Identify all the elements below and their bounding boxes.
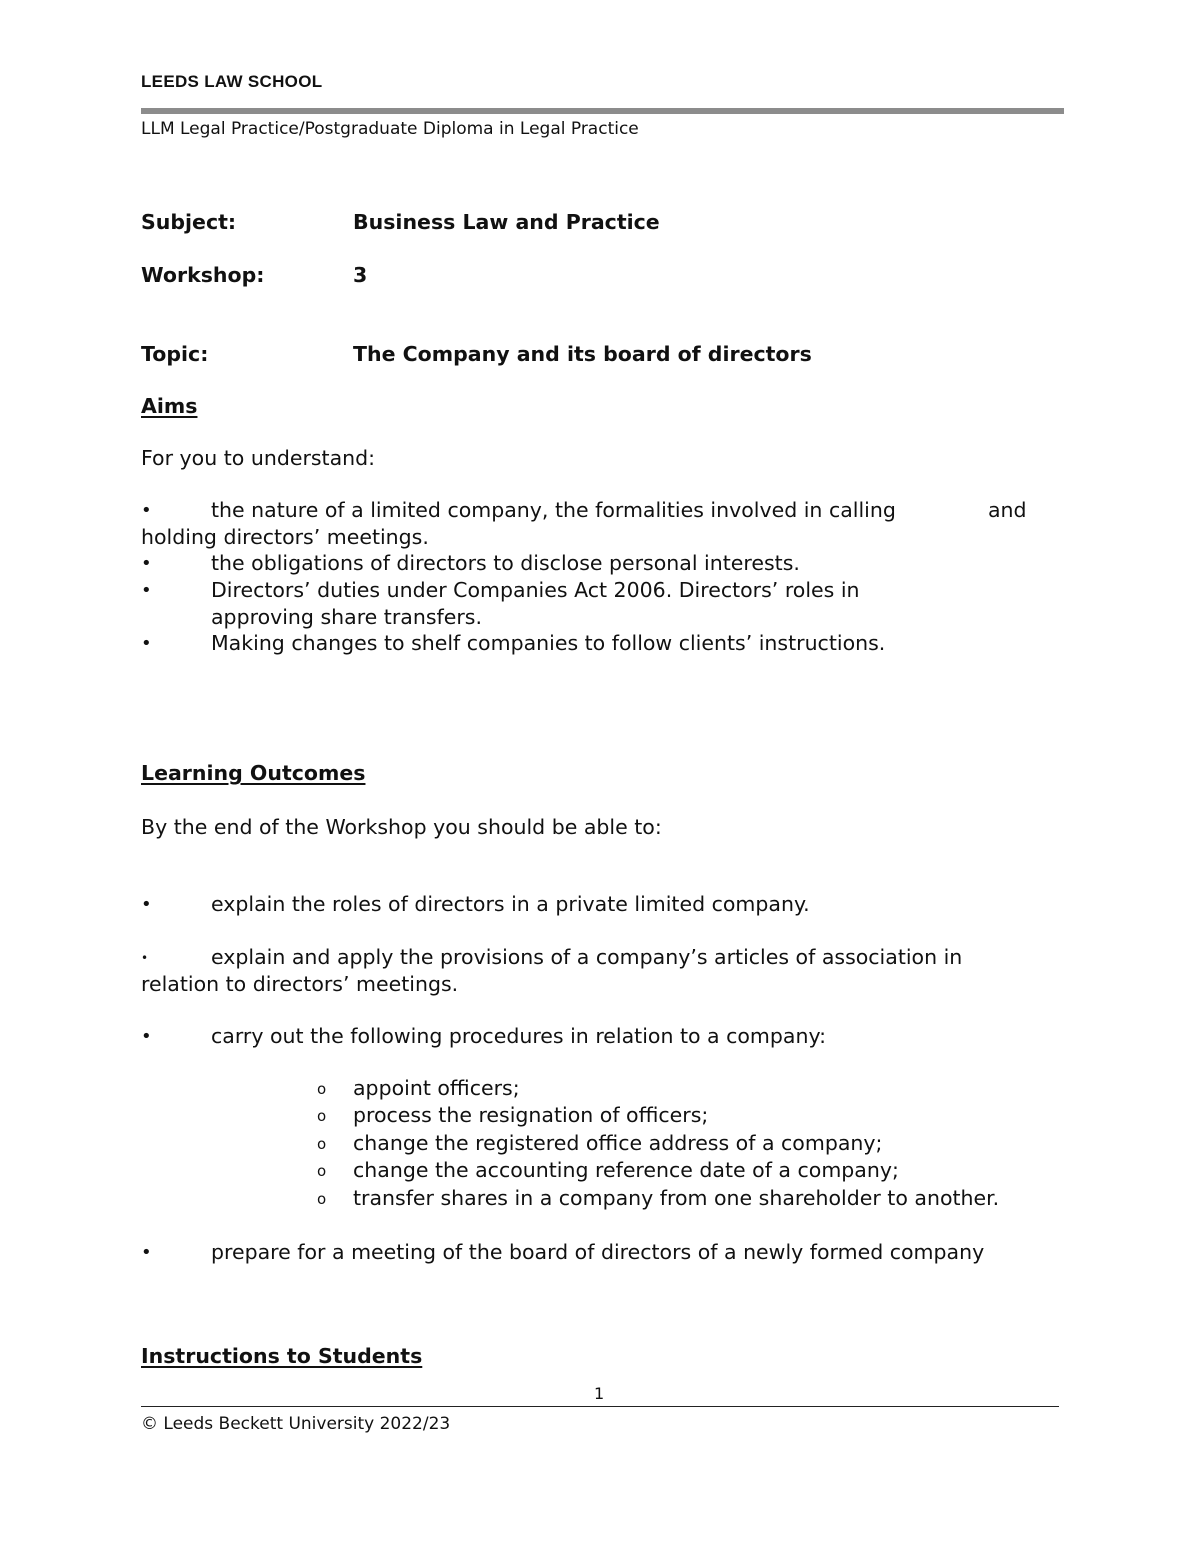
bullet-icon: •: [141, 894, 152, 915]
subject-value: Business Law and Practice: [353, 210, 660, 234]
aims-item-trailing-word: and: [988, 498, 1027, 522]
aims-heading: Aims: [141, 394, 198, 418]
sub-bullet-icon: o: [317, 1080, 327, 1098]
bullet-icon: •: [141, 1242, 152, 1263]
outcome-item-text: explain and apply the provisions of a company’s articles of association in: [211, 945, 963, 969]
aims-item-text: the nature of a limited company, the formalities involved in calling: [211, 498, 896, 522]
bullet-icon: •: [141, 553, 152, 574]
aims-item-text: Making changes to shelf companies to follow clients’ instructions.: [211, 631, 886, 655]
outcome-sub-item: process the resignation of officers;: [353, 1103, 709, 1127]
school-name: LEEDS LAW SCHOOL: [141, 72, 323, 91]
instructions-heading: Instructions to Students: [141, 1344, 423, 1368]
sub-bullet-icon: o: [317, 1107, 327, 1125]
bullet-icon: •: [141, 951, 149, 965]
outcome-sub-item: change the accounting reference date of a company;: [353, 1158, 899, 1182]
copyright-notice: © Leeds Beckett University 2022/23: [141, 1414, 451, 1434]
subject-label: Subject:: [141, 210, 237, 234]
outcome-sub-item: appoint officers;: [353, 1076, 520, 1100]
outcomes-heading: Learning Outcomes: [141, 761, 366, 785]
outcome-item-text: explain the roles of directors in a private limited company.: [211, 892, 810, 916]
aims-intro: For you to understand:: [141, 446, 376, 470]
aims-item-text: Directors’ duties under Companies Act 2006. Directors’ roles in: [211, 578, 860, 602]
workshop-label: Workshop:: [141, 263, 265, 287]
page-number: 1: [594, 1384, 605, 1403]
sub-bullet-icon: o: [317, 1162, 327, 1180]
header-divider: [141, 108, 1064, 114]
workshop-value: 3: [353, 263, 368, 287]
outcome-item-continuation: relation to directors’ meetings.: [141, 972, 459, 996]
sub-bullet-icon: o: [317, 1190, 327, 1208]
outcome-sub-item: change the registered office address of a company;: [353, 1131, 883, 1155]
bullet-icon: •: [141, 1026, 152, 1047]
outcomes-intro: By the end of the Workshop you should be able to:: [141, 815, 662, 839]
bullet-icon: •: [141, 633, 152, 654]
bullet-icon: •: [141, 500, 152, 521]
aims-item-text: the obligations of directors to disclose personal interests.: [211, 551, 800, 575]
topic-value: The Company and its board of directors: [353, 342, 812, 366]
footer-divider: [141, 1406, 1059, 1407]
sub-bullet-icon: o: [317, 1135, 327, 1153]
programme-title: LLM Legal Practice/Postgraduate Diploma in Legal Practice: [141, 119, 639, 139]
topic-label: Topic:: [141, 342, 209, 366]
outcome-item-text: carry out the following procedures in relation to a company:: [211, 1024, 827, 1048]
bullet-icon: •: [141, 580, 152, 601]
aims-item-continuation: approving share transfers.: [211, 605, 482, 629]
aims-item-continuation: holding directors’ meetings.: [141, 525, 429, 549]
outcome-sub-item: transfer shares in a company from one shareholder to another.: [353, 1186, 1000, 1210]
outcome-item-text: prepare for a meeting of the board of directors of a newly formed company: [211, 1240, 985, 1264]
